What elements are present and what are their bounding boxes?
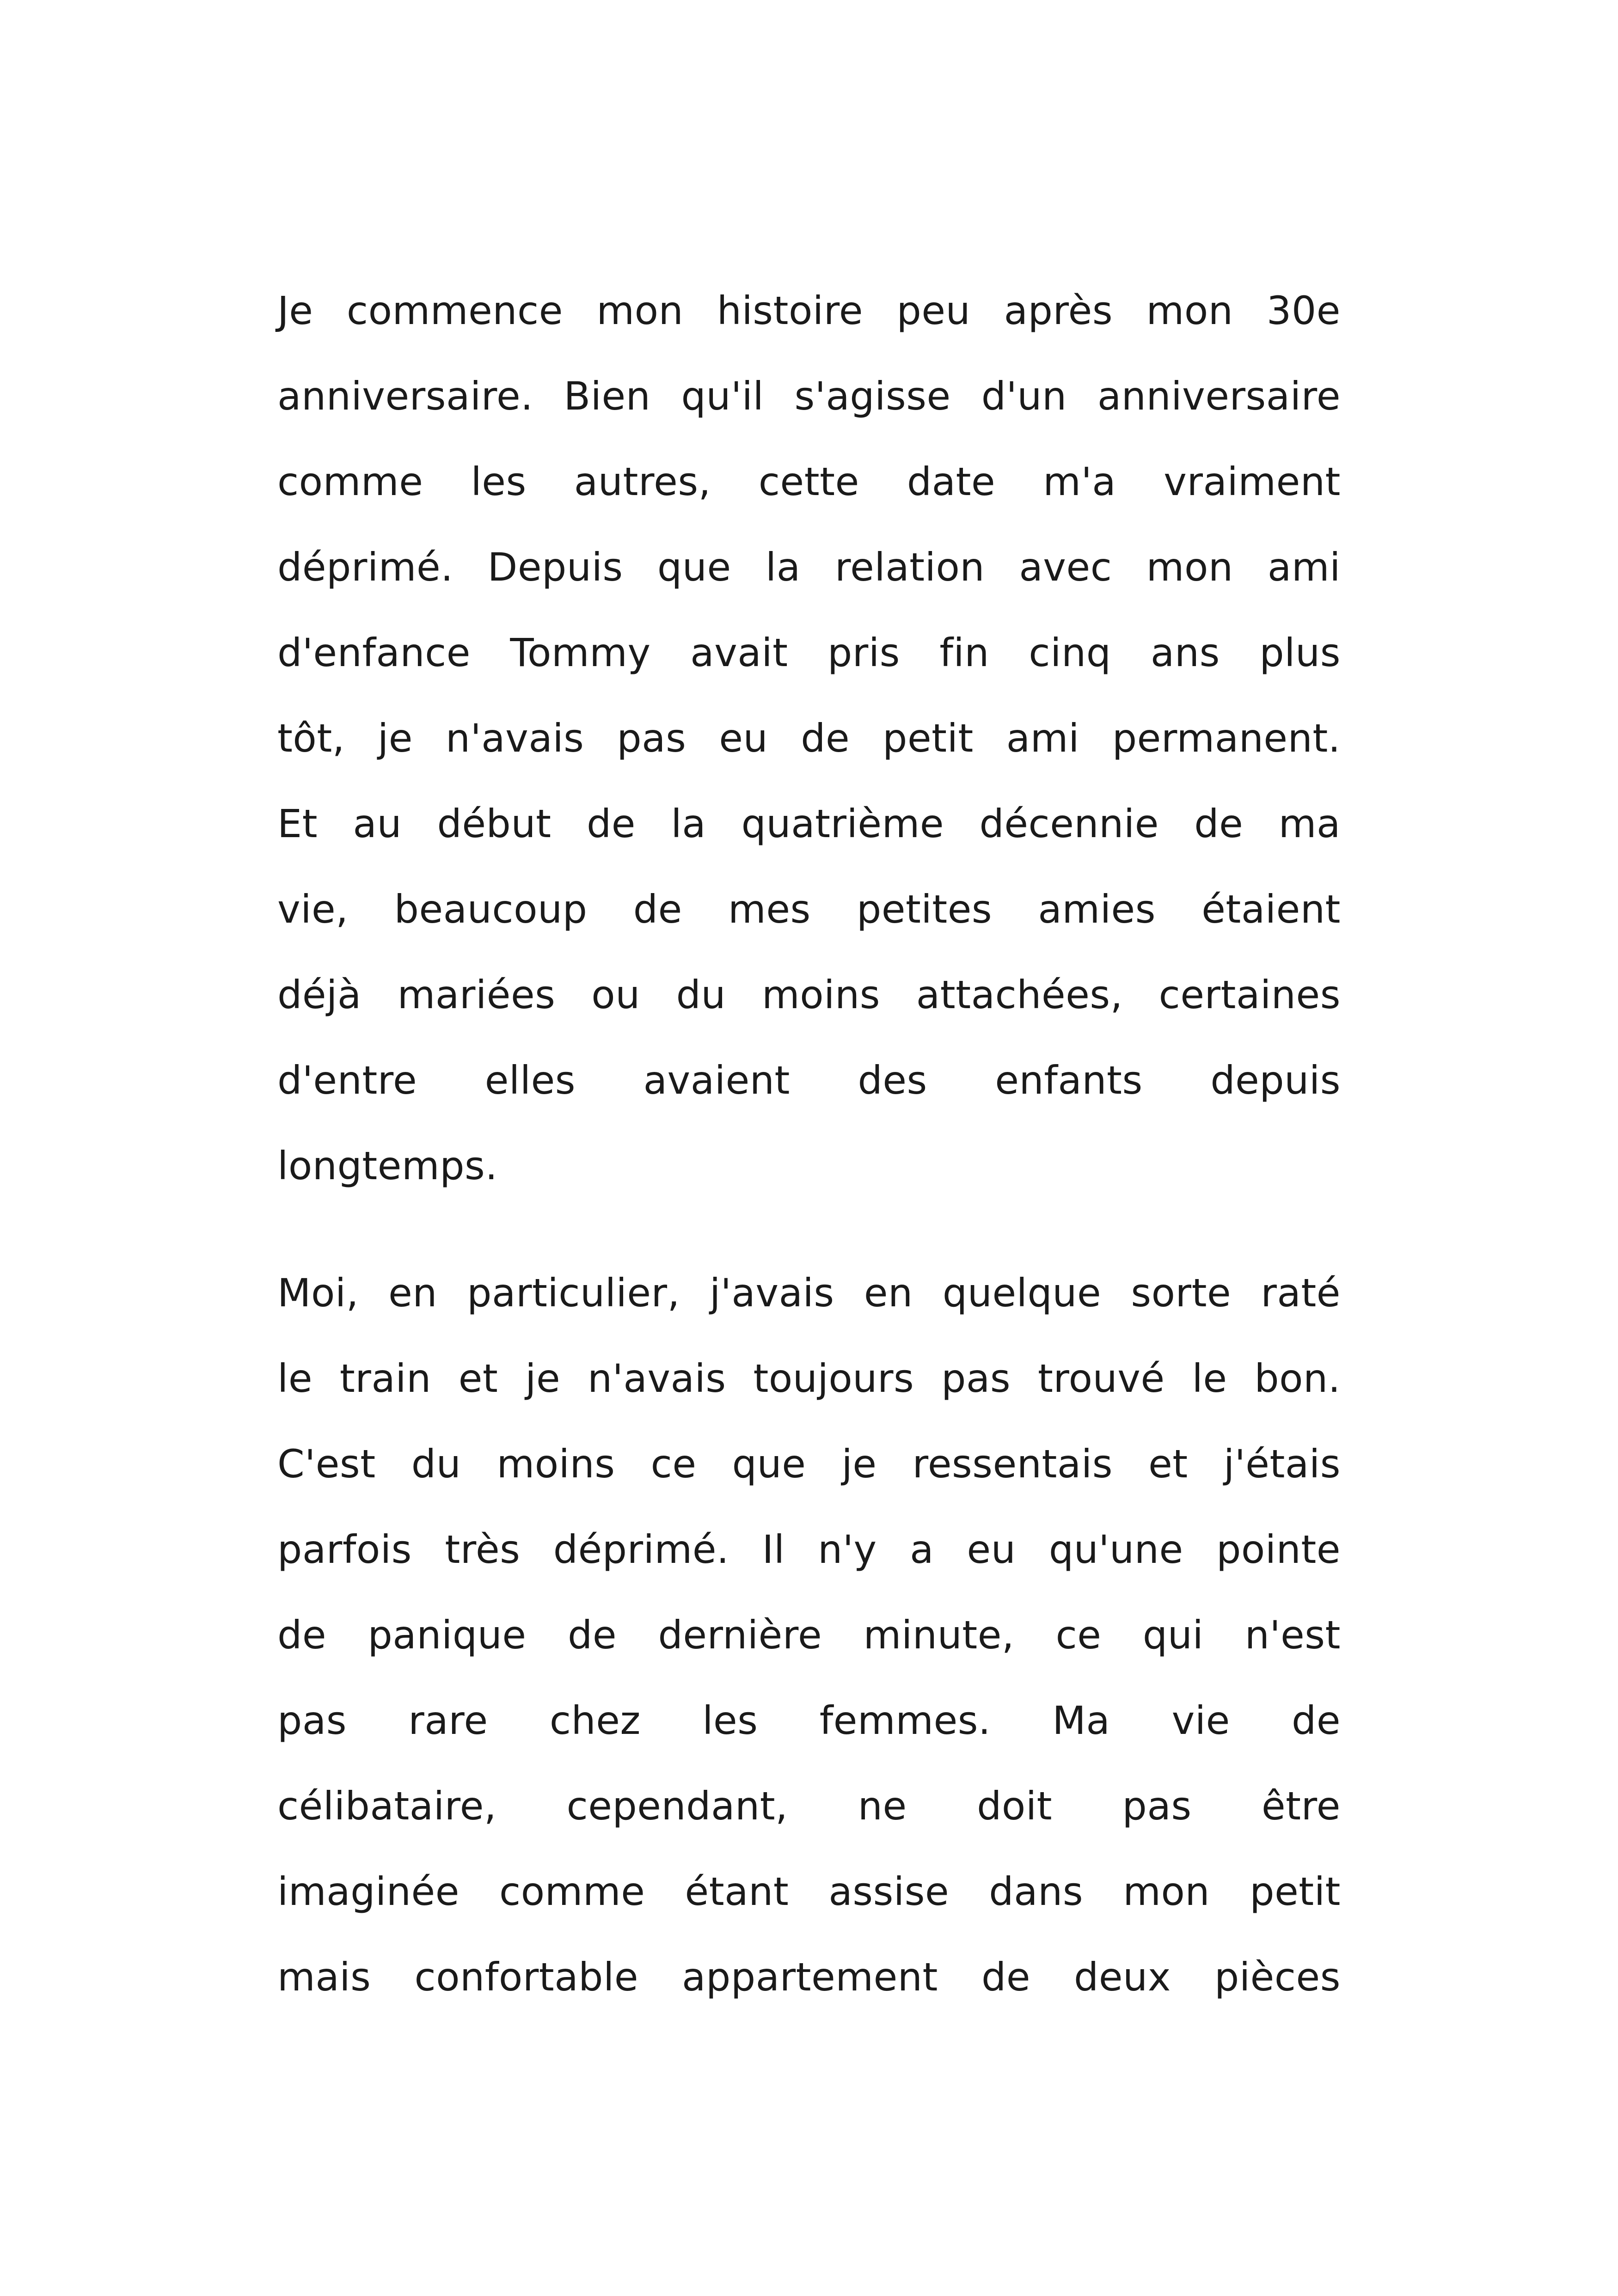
text-line: tôt, je n'avais pas eu de petit ami permanent. (277, 716, 1341, 761)
text-line: C'est du moins ce que je ressentais et j'étais (277, 1441, 1341, 1487)
text-line: de panique de dernière minute, ce qui n'est (277, 1612, 1341, 1658)
text-line: pas rare chez les femmes. Ma vie de (277, 1698, 1341, 1743)
body-text (277, 268, 1341, 2020)
text-line: imaginée comme étant assise dans mon petit (277, 1869, 1341, 1914)
text-line: parfois très déprimé. Il n'y a eu qu'une pointe (277, 1527, 1341, 1572)
text-line: anniversaire. Bien qu'il s'agisse d'un anniversaire (277, 373, 1341, 419)
text-line: déjà mariées ou du moins attachées, certaines (277, 972, 1341, 1017)
text-line: d'enfance Tommy avait pris fin cinq ans plus (277, 630, 1341, 675)
text-line: d'entre elles avaient des enfants depuis (277, 1058, 1341, 1103)
paragraph (277, 268, 1341, 1209)
text-line: vie, beaucoup de mes petites amies étaient (277, 887, 1341, 932)
paragraph (277, 1250, 1341, 2020)
paragraph-spacer (277, 1209, 1341, 1250)
text-line: longtemps. (277, 1143, 498, 1188)
text-line: Moi, en particulier, j'avais en quelque sorte raté (277, 1270, 1341, 1316)
text-line: comme les autres, cette date m'a vraiment (277, 459, 1341, 504)
text-line: le train et je n'avais toujours pas trouvé le bon. (277, 1356, 1341, 1401)
text-line: célibataire, cependant, ne doit pas être (277, 1783, 1341, 1829)
text-line: mais confortable appartement de deux pièces (277, 1954, 1341, 2000)
text-line: Je commence mon histoire peu après mon 30e (277, 288, 1341, 333)
text-line: Et au début de la quatrième décennie de ma (277, 801, 1341, 846)
text-line: déprimé. Depuis que la relation avec mon ami (277, 545, 1341, 590)
